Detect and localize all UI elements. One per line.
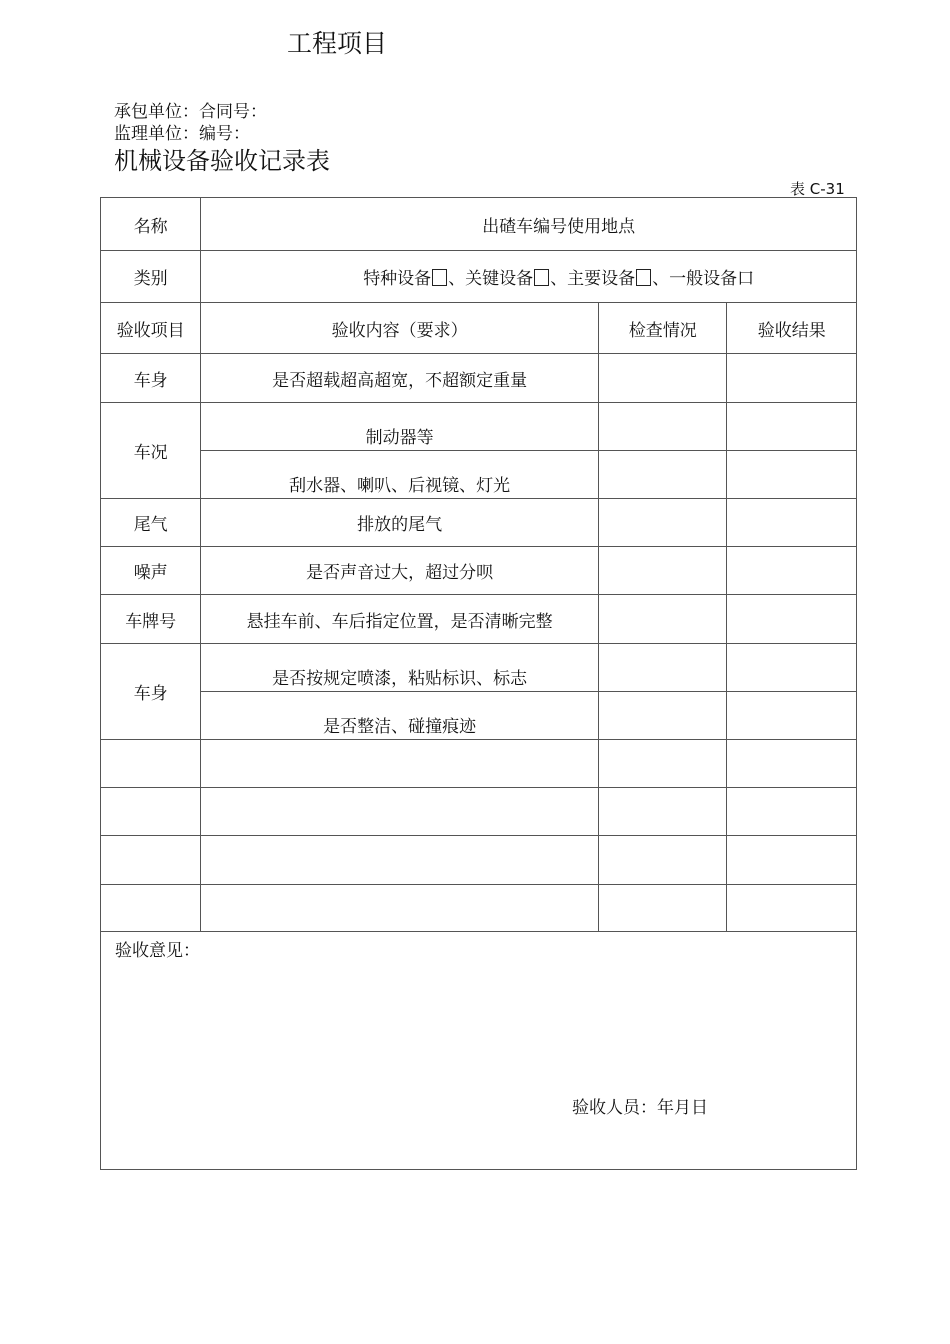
empty-row	[101, 885, 857, 932]
empty-row	[101, 836, 857, 885]
row-content-text: 制动器等	[365, 428, 434, 448]
result-cell[interactable]	[727, 499, 857, 547]
category-special: 特种设备	[363, 269, 432, 289]
table-row	[101, 354, 857, 403]
row-item: 噪声	[101, 547, 201, 595]
check-cell[interactable]	[598, 595, 727, 644]
check-cell[interactable]	[598, 451, 727, 499]
row-item: 车况	[101, 403, 201, 499]
category-key: 、关键设备	[448, 269, 534, 289]
empty-cell[interactable]	[201, 788, 599, 836]
acceptance-table	[100, 197, 857, 1170]
row-content-text: 刮水器、喇叭、后视镜、灯光	[289, 476, 511, 496]
contractor-line: 承包单位：合同号：	[114, 102, 267, 122]
check-cell[interactable]	[598, 499, 727, 547]
opinion-row	[101, 932, 857, 1170]
empty-cell[interactable]	[101, 836, 201, 885]
empty-cell[interactable]	[727, 885, 857, 932]
result-cell[interactable]	[727, 354, 857, 403]
check-cell[interactable]	[598, 403, 727, 451]
table-row	[101, 644, 857, 692]
name-row	[101, 198, 857, 251]
col-content-header: 验收内容（要求）	[201, 303, 599, 354]
empty-row	[101, 740, 857, 788]
result-cell[interactable]	[727, 692, 857, 740]
row-content	[201, 692, 599, 740]
row-content: 是否声音过大，超过分呗	[201, 547, 599, 595]
empty-cell[interactable]	[727, 740, 857, 788]
col-check-header: 检查情况	[598, 303, 727, 354]
signer-line: 验收人员：年月日	[572, 1098, 708, 1118]
row-item: 车身	[101, 644, 201, 740]
form-title: 机械设备验收记录表	[114, 147, 330, 175]
row-content: 是否超载超高超宽，不超额定重量	[201, 354, 599, 403]
result-cell[interactable]	[727, 403, 857, 451]
category-row	[101, 251, 857, 303]
category-general: 、一般设备口	[652, 269, 755, 289]
empty-cell[interactable]	[598, 788, 727, 836]
empty-cell[interactable]	[598, 885, 727, 932]
category-label: 类别	[101, 251, 201, 303]
category-main: 、主要设备	[550, 269, 636, 289]
checkbox-key[interactable]	[534, 269, 549, 286]
empty-row	[101, 788, 857, 836]
empty-cell[interactable]	[598, 740, 727, 788]
supervisor-line: 监理单位：编号：	[114, 124, 250, 144]
col-item-header: 验收项目	[101, 303, 201, 354]
row-content	[201, 644, 599, 692]
empty-cell[interactable]	[101, 788, 201, 836]
check-cell[interactable]	[598, 692, 727, 740]
empty-cell[interactable]	[598, 836, 727, 885]
table-code: 表 C-31	[790, 180, 845, 198]
row-content-text: 是否按规定喷漆，粘贴标识、标志	[272, 669, 528, 689]
checkbox-special[interactable]	[432, 269, 447, 286]
table-row	[101, 547, 857, 595]
result-cell[interactable]	[727, 595, 857, 644]
empty-cell[interactable]	[201, 885, 599, 932]
name-label: 名称	[101, 198, 201, 251]
check-cell[interactable]	[598, 354, 727, 403]
check-cell[interactable]	[598, 547, 727, 595]
row-item: 尾气	[101, 499, 201, 547]
row-content	[201, 403, 599, 451]
result-cell[interactable]	[727, 644, 857, 692]
row-content: 排放的尾气	[201, 499, 599, 547]
row-content	[201, 451, 599, 499]
empty-cell[interactable]	[201, 740, 599, 788]
column-header-row	[101, 303, 857, 354]
result-cell[interactable]	[727, 451, 857, 499]
checkbox-main[interactable]	[636, 269, 651, 286]
row-item: 车身	[101, 354, 201, 403]
empty-cell[interactable]	[727, 788, 857, 836]
table-row	[101, 451, 857, 499]
empty-cell[interactable]	[101, 740, 201, 788]
row-item: 车牌号	[101, 595, 201, 644]
col-result-header: 验收结果	[727, 303, 857, 354]
table-row	[101, 403, 857, 451]
opinion-label: 验收意见：	[115, 941, 200, 961]
project-title: 工程项目	[287, 29, 388, 58]
table-row	[101, 499, 857, 547]
empty-cell[interactable]	[201, 836, 599, 885]
row-content-text: 是否整洁、碰撞痕迹	[323, 717, 477, 737]
table-row	[101, 595, 857, 644]
table-row	[101, 692, 857, 740]
result-cell[interactable]	[727, 547, 857, 595]
name-value[interactable]: 出碴车编号使用地点	[201, 198, 857, 251]
empty-cell[interactable]	[727, 836, 857, 885]
row-content: 悬挂车前、车后指定位置，是否清晰完整	[201, 595, 599, 644]
check-cell[interactable]	[598, 644, 727, 692]
opinion-cell[interactable]	[101, 932, 857, 1170]
category-options	[201, 251, 857, 303]
empty-cell[interactable]	[101, 885, 201, 932]
